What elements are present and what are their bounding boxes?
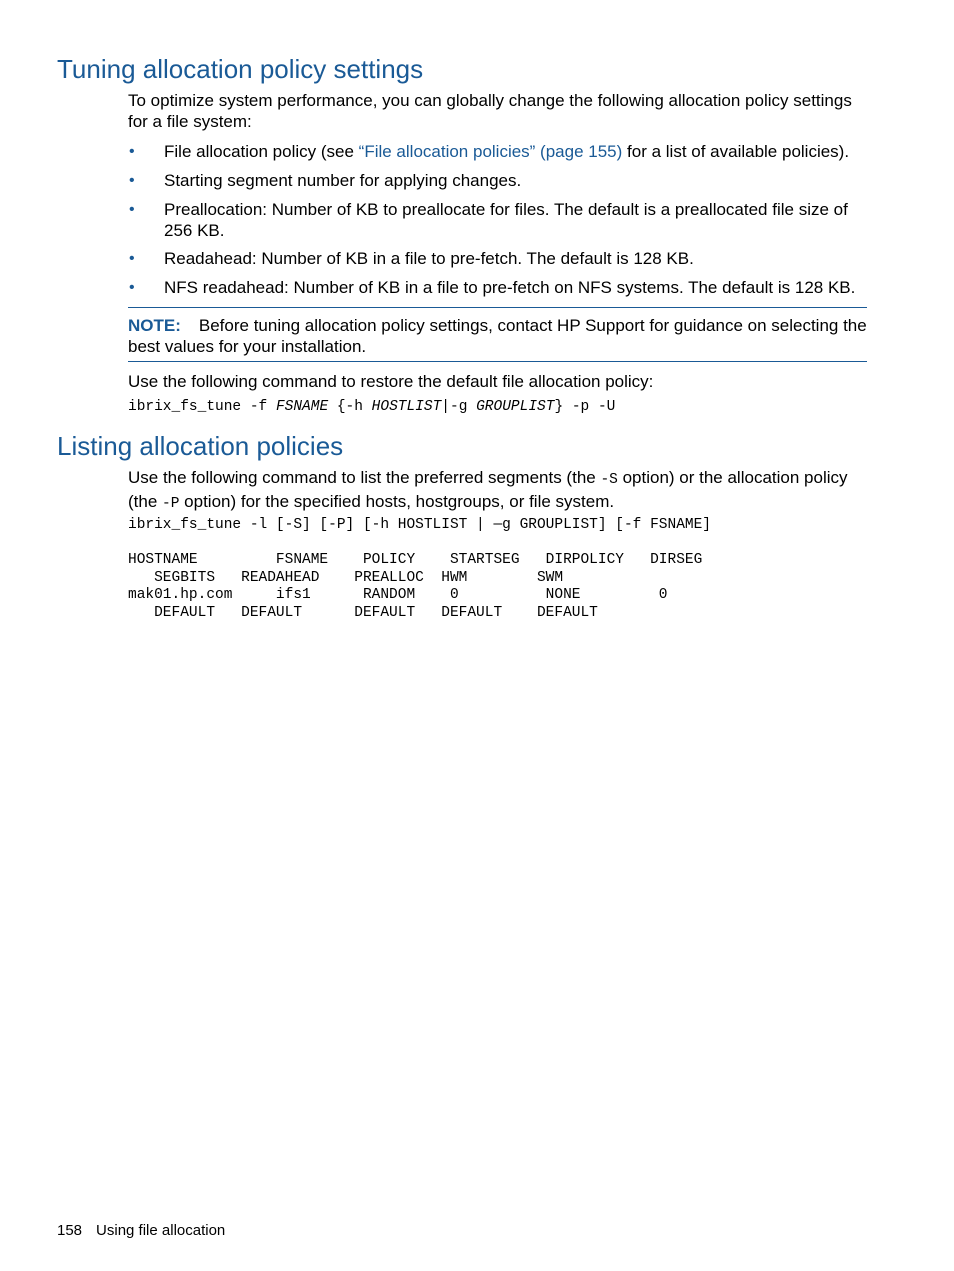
list-item-text: Preallocation: Number of KB to preallocate for files. The default is a preallocated file size of 256 KB.: [164, 200, 848, 240]
command-text: ibrix_fs_tune -f: [128, 399, 276, 415]
list-item-text: for a list of available policies).: [622, 142, 850, 161]
note-text: Before tuning allocation policy settings, contact HP Support for guidance on selecting the best values for your installation.: [128, 316, 867, 356]
list-item: [128, 199, 868, 241]
section-heading-listing: Listing allocation policies: [57, 431, 344, 461]
list-item: [128, 141, 868, 162]
settings-list: [128, 141, 868, 298]
command-text: |-g: [441, 399, 477, 415]
paragraph-text: option) or the allocation policy (the: [128, 468, 848, 511]
note-box: [128, 307, 867, 362]
bullet-icon: •: [129, 201, 135, 218]
bullet-icon: •: [129, 172, 135, 189]
list-item: [128, 170, 868, 191]
bullet-icon: •: [129, 279, 135, 296]
note-label: NOTE:: [128, 316, 181, 335]
output-line: DEFAULT DEFAULT DEFAULT DEFAULT DEFAULT: [128, 604, 598, 621]
restore-paragraph: Use the following command to restore the default file allocation policy:: [128, 372, 654, 391]
option-s-code: -S: [600, 472, 618, 488]
paragraph-text: option) for the specified hosts, hostgroups, or file system.: [179, 492, 615, 511]
listing-intro-paragraph: [128, 467, 868, 515]
output-line: HOSTNAME FSNAME POLICY STARTSEG DIRPOLICY DIRSEG: [128, 552, 703, 568]
paragraph-text: Use the following command to list the preferred segments (the: [128, 468, 601, 487]
bullet-icon: •: [129, 143, 135, 160]
list-item-text: File allocation policy (see: [164, 142, 359, 161]
list-item: [128, 248, 868, 269]
command-text: } -p -U: [554, 399, 616, 415]
page-number: 158: [57, 1222, 83, 1239]
list-item: [128, 277, 868, 298]
list-item-text: Readahead: Number of KB in a file to pre-fetch. The default is 128 KB.: [164, 249, 694, 268]
section-heading-tuning: Tuning allocation policy settings: [57, 54, 424, 84]
restore-command: [128, 399, 615, 417]
option-p-code: -P: [162, 496, 180, 512]
command-placeholder-fsname: FSNAME: [275, 399, 329, 415]
list-command: ibrix_fs_tune -l [-S] [-P] [-h HOSTLIST | —g GROUPLIST] [-f FSNAME]: [128, 517, 711, 533]
output-line: mak01.hp.com ifs1 RANDOM 0 NONE 0: [128, 587, 668, 604]
list-item-text: NFS readahead: Number of KB in a file to pre-fetch on NFS systems. The default is 128 KB.: [164, 278, 856, 297]
command-placeholder-grouplist: GROUPLIST: [476, 399, 555, 415]
bullet-icon: •: [129, 250, 135, 267]
page-footer: [57, 1221, 225, 1241]
intro-paragraph: To optimize system performance, you can globally change the following allocation policy settings for a file system:: [128, 91, 852, 131]
list-item-text: Starting segment number for applying changes.: [164, 171, 522, 190]
file-allocation-policies-link[interactable]: “File allocation policies” (page 155): [358, 142, 623, 161]
command-text: {-h: [328, 399, 372, 415]
command-placeholder-hostlist: HOSTLIST: [371, 399, 442, 415]
chapter-title: Using file allocation: [96, 1222, 226, 1239]
output-line: SEGBITS READAHEAD PREALLOC HWM SWM: [128, 569, 564, 586]
command-output: [128, 552, 702, 622]
